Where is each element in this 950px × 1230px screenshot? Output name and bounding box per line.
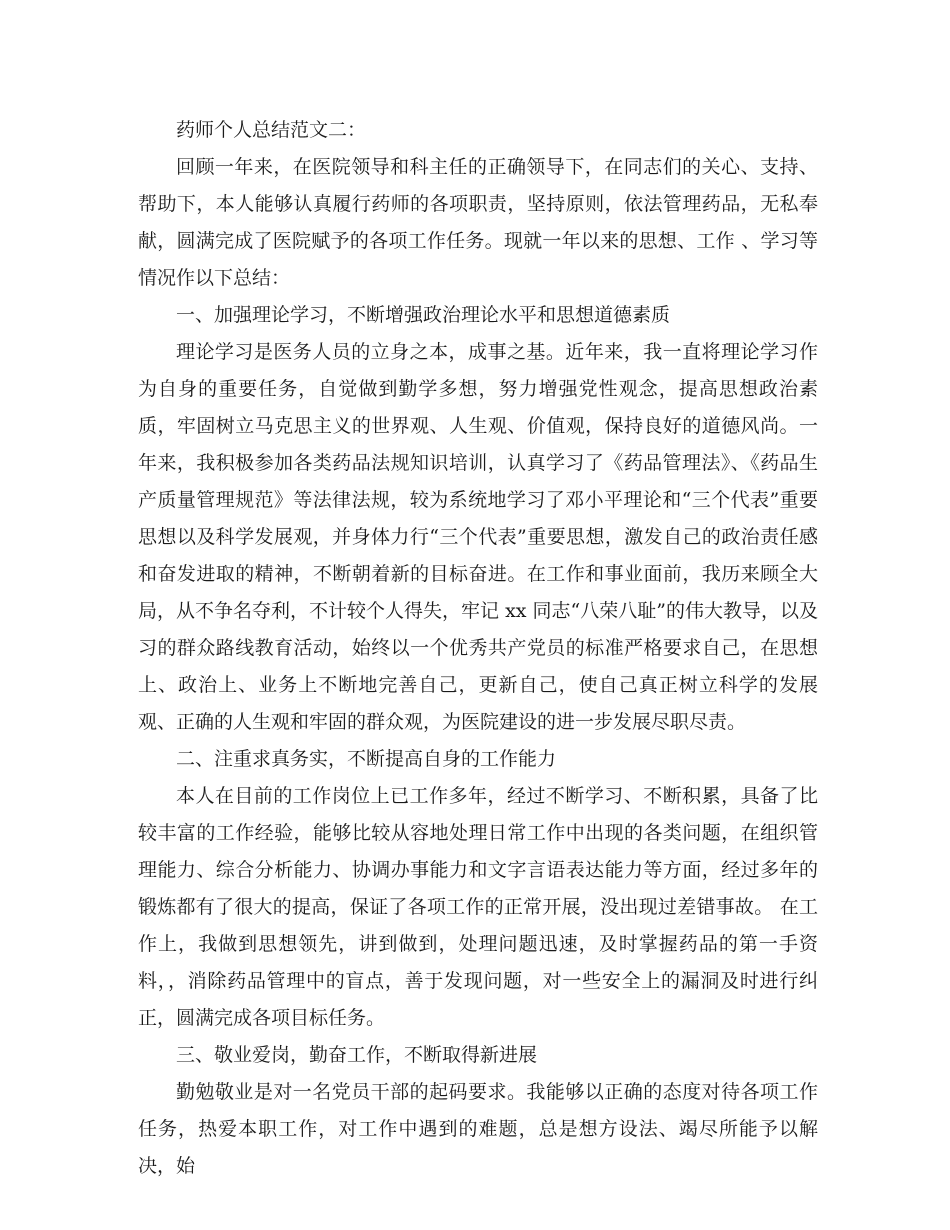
paragraph-section-3: 勤勉敬业是对一名党员干部的起码要求。我能够以正确的态度对待各项工作任务，热爱本职工作，对工作中遇到的难题，总是想方设法、竭尽所能予以解决，始 <box>138 1081 818 1177</box>
section-heading-2: 二、注重求真务实，不断提高自身的工作能力 <box>176 748 557 770</box>
document-body <box>138 112 818 1185</box>
paragraph-section-2: 本人在目前的工作岗位上已工作多年，经过不断学习、不断积累，具备了比较丰富的工作经验，能够比较从容地处理日常工作中出现的各类问题，在组织管理能力、综合分析能力、协调办事能力和文字言语表达能力等方面，经过多年的锻炼都有了很大的提高，保证了各项工作的正常开展，没出现过差错事故。 在工作上，我做到思想领先，讲到做到，处理问题迅速，及时掌握药品的第一手资料，，消除药品管理中的盲点，善于发现问题，对一些安全上的漏洞及时进行纠正，圆满完成各项目标任务。 <box>138 785 818 1029</box>
section-heading-3: 三、敬业爱岗，勤奋工作，不断取得新进展 <box>176 1044 538 1066</box>
paragraph-intro: 回顾一年来，在医院领导和科主任的正确领导下，在同志们的关心、支持、帮助下，本人能够认真履行药师的各项职责，坚持原则，依法管理药品，无私奉献，圆满完成了医院赋予的各项工作任务。现就一年以来的思想、工作 、学习等情况作以下总结： <box>138 156 818 289</box>
document-title: 药师个人总结范文二： <box>176 119 367 141</box>
section-heading-1: 一、加强理论学习，不断增强政治理论水平和思想道德素质 <box>176 304 671 326</box>
paragraph-section-1: 理论学习是医务人员的立身之本，成事之基。近年来，我一直将理论学习作为自身的重要任务，自觉做到勤学多想，努力增强党性观念，提高思想政治素质，牢固树立马克思主义的世界观、人生观、价值观，保持良好的道德风尚。一年来，我积极参加各类药品法规知识培训，认真学习了《药品管理法》、《药品生产质量管理规范》等法律法规，较为系统地学习了邓小平理论和“三个代表”重要思想以及科学发展观，并身体力行“三个代表”重要思想，激发自己的政治责任感和奋发进取的精神，不断朝着新的目标奋进。在工作和事业面前，我历来顾全大局，从不争名夺利，不计较个人得失，牢记 xx 同志“八荣八耻”的伟大教导，以及习的群众路线教育活动，始终以一个优秀共产党员的标准严格要求自己，在思想上、政治上、业务上不断地完善自己，更新自己，使自己真正树立科学的发展观、正确的人生观和牢固的群众观，为医院建设的进一步发展尽职尽责。 <box>138 341 818 733</box>
